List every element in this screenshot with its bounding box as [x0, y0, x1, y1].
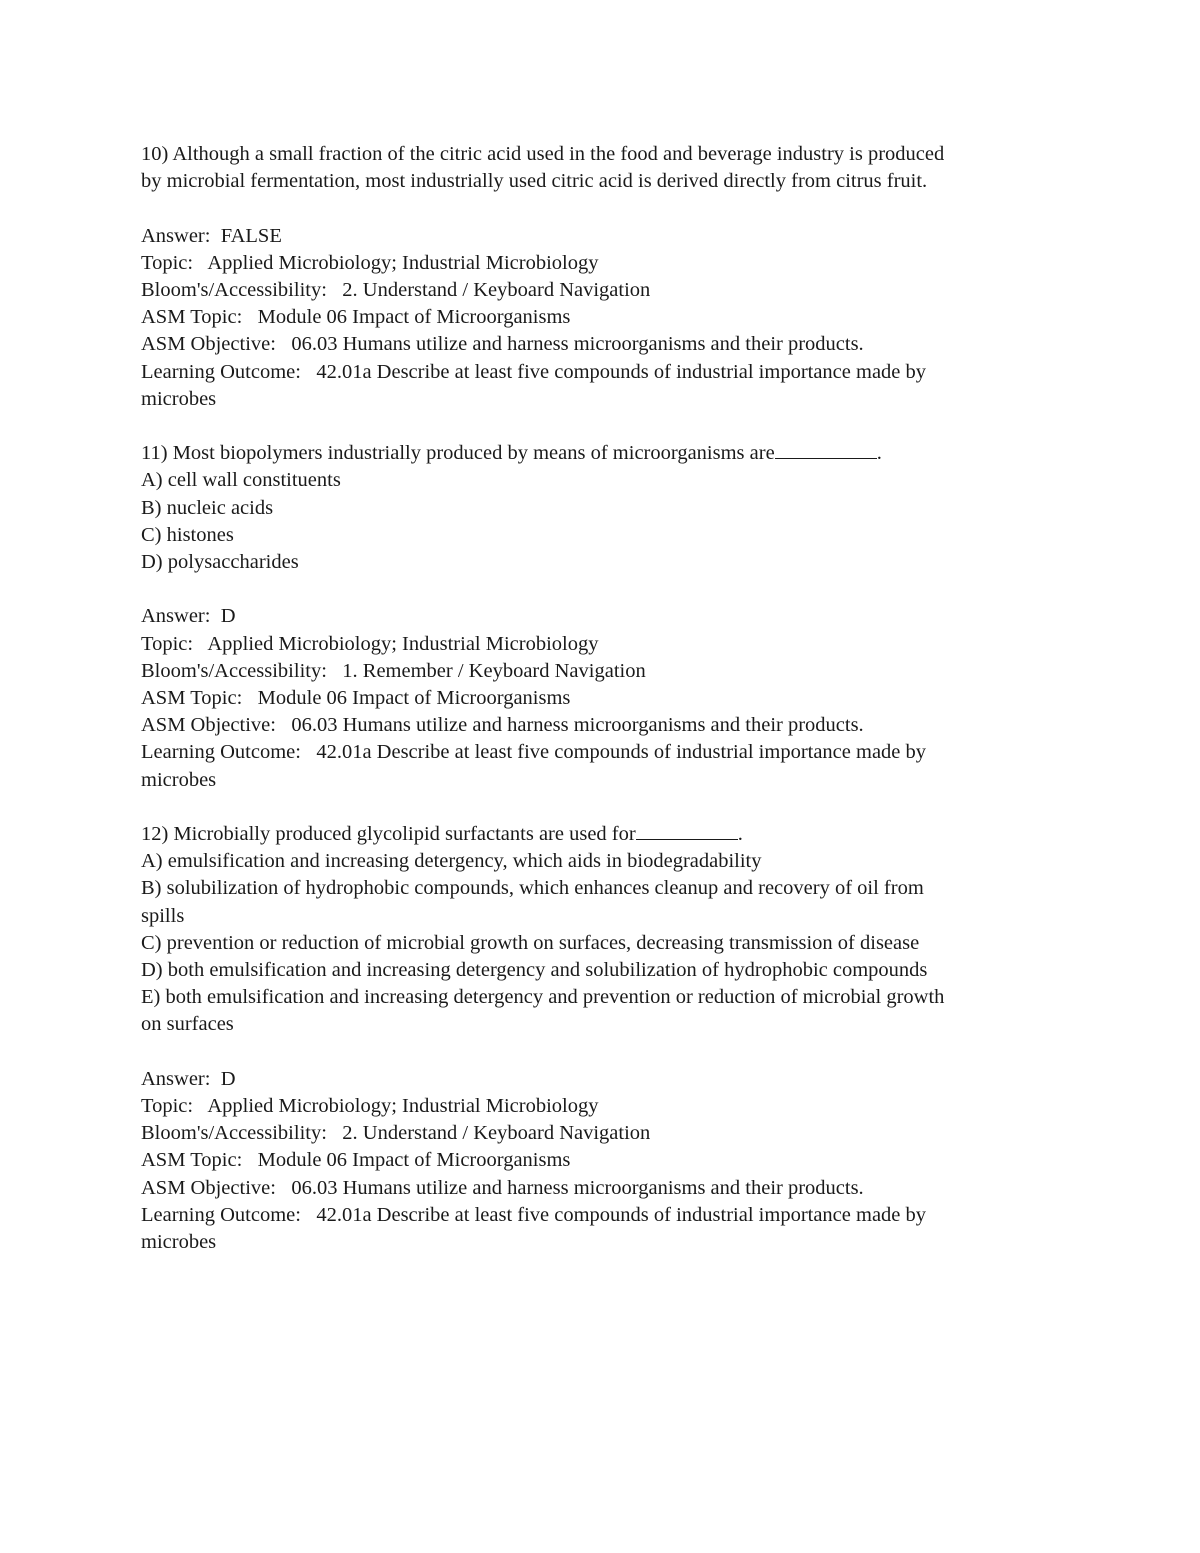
- option-e-continued: on surfaces: [141, 1013, 234, 1036]
- learning-outcome-line: microbes: [141, 1231, 217, 1254]
- answer-blank: [636, 821, 738, 840]
- option-b: B) solubilization of hydrophobic compounds, which enhances cleanup and recovery of oil from: [141, 877, 924, 900]
- option-d: D) polysaccharides: [141, 551, 299, 574]
- answer-line: Answer: D: [141, 605, 236, 628]
- question-stem: [141, 440, 1061, 467]
- answer-blank: [775, 440, 877, 459]
- topic-line: Topic: Applied Microbiology; Industrial Microbiology: [141, 632, 599, 655]
- learning-outcome-line: microbes: [141, 387, 217, 410]
- option-b: B) nucleic acids: [141, 496, 274, 519]
- question-stem-end: .: [737, 823, 743, 846]
- option-e: E) both emulsification and increasing detergency and prevention or reduction of microbial growth: [141, 986, 945, 1009]
- topic-line: Topic: Applied Microbiology; Industrial Microbiology: [141, 251, 599, 274]
- blooms-line: Bloom's/Accessibility: 1. Remember / Keyboard Navigation: [141, 659, 646, 682]
- question-stem: 10) Although a small fraction of the citric acid used in the food and beverage industry is produced: [141, 143, 945, 165]
- learning-outcome-line: Learning Outcome: 42.01a Describe at least five compounds of industrial importance made by: [141, 1203, 927, 1226]
- option-c: C) prevention or reduction of microbial growth on surfaces, decreasing transmission of disease: [141, 931, 920, 954]
- asm-objective-line: ASM Objective: 06.03 Humans utilize and harness microorganisms and their products.: [141, 333, 864, 356]
- asm-topic-line: ASM Topic: Module 06 Impact of Microorganisms: [141, 306, 571, 329]
- question-stem-text: 11) Most biopolymers industrially produced by means of microorganisms are: [141, 442, 775, 465]
- topic-line: Topic: Applied Microbiology; Industrial Microbiology: [141, 1095, 599, 1118]
- asm-topic-line: ASM Topic: Module 06 Impact of Microorganisms: [141, 687, 571, 710]
- question-stem-end: .: [876, 442, 882, 465]
- question-12: [141, 821, 1061, 1256]
- option-c: C) histones: [141, 523, 234, 546]
- option-a: A) cell wall constituents: [141, 469, 341, 492]
- option-b-continued: spills: [141, 904, 185, 927]
- asm-objective-line: ASM Objective: 06.03 Humans utilize and harness microorganisms and their products.: [141, 714, 864, 737]
- learning-outcome-line: Learning Outcome: 42.01a Describe at least five compounds of industrial importance made by: [141, 741, 927, 764]
- option-a: A) emulsification and increasing detergency, which aids in biodegradability: [141, 850, 762, 873]
- question-11: [141, 440, 1061, 794]
- learning-outcome-line: Learning Outcome: 42.01a Describe at least five compounds of industrial importance made by: [141, 360, 927, 383]
- question-stem-text: 12) Microbially produced glycolipid surfactants are used for: [141, 823, 636, 846]
- answer-line: Answer: FALSE: [141, 224, 282, 247]
- blooms-line: Bloom's/Accessibility: 2. Understand / Keyboard Navigation: [141, 1122, 651, 1145]
- question-stem: by microbial fermentation, most industrially used citric acid is derived directly from citrus fruit.: [141, 170, 928, 193]
- option-d: D) both emulsification and increasing detergency and solubilization of hydrophobic compounds: [141, 959, 928, 982]
- blooms-line: Bloom's/Accessibility: 2. Understand / Keyboard Navigation: [141, 279, 651, 301]
- answer-line: Answer: D: [141, 1067, 236, 1090]
- asm-objective-line: ASM Objective: 06.03 Humans utilize and harness microorganisms and their products.: [141, 1176, 864, 1199]
- question-stem: [141, 821, 1061, 848]
- document-page: [141, 141, 1061, 1256]
- question-10: [141, 141, 1061, 413]
- learning-outcome-line: microbes: [141, 768, 217, 791]
- asm-topic-line: ASM Topic: Module 06 Impact of Microorganisms: [141, 1149, 571, 1172]
